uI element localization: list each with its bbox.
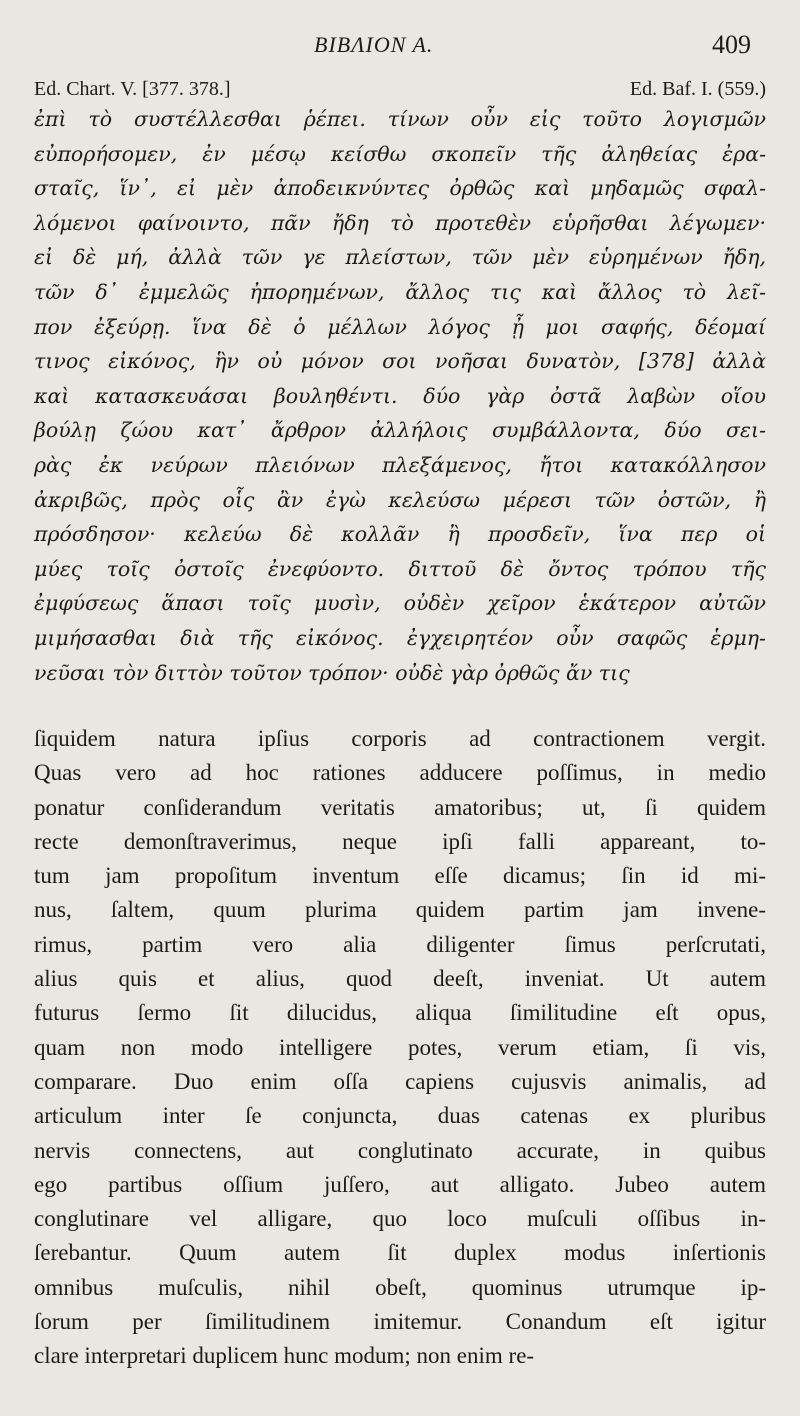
greek-text-line: νεῦσαι τὸν διττὸν τοῦτον τρόπον· οὐδὲ γὰρ ὀρθῶς ἄν τις: [34, 660, 630, 685]
latin-text-line: rimus, partim vero alia diligenter ſimus perſcrutati,: [34, 931, 766, 957]
latin-text-line: ſiquidem natura ipſius corporis ad contractionem vergit.: [34, 726, 766, 751]
greek-text-line: καὶ κατασκευάσαι βουληθέντι. δύο γὰρ ὀστᾶ λαβὼν οἵου: [34, 383, 766, 408]
greek-text-line: πον ἐξεύρῃ. ἵνα δὲ ὁ μέλλων λόγος ᾖ μοι σαφής, δέομαί: [34, 314, 766, 339]
latin-text-block: [34, 722, 766, 1374]
greek-text-line: τινος εἰκόνος, ἣν οὐ μόνον σοι νοῆσαι δυνατὸν, [378] ἀλλὰ: [34, 349, 766, 374]
greek-text-line: μύες τοῖς ὀστοῖς ἐνεφύοντο. διττοῦ δὲ ὄντος τρόπου τῆς: [34, 556, 766, 581]
greek-text-line: ρὰς ἐκ νεύρων πλειόνων πλεξάμενος, ἤτοι κατακόλλησον: [34, 452, 766, 477]
greek-text-line: μιμήσασθαι διὰ τῆς εἰκόνος. ἐγχειρητέον οὖν σαφῶς ἑρμη-: [34, 625, 766, 650]
latin-text-line: nus, ſaltem, quum plurima quidem partim jam invene-: [34, 897, 766, 923]
greek-text-line: εὐπορήσομεν, ἐν μέσῳ κείσθω σκοπεῖν τῆς ἀληθείας ἐρα-: [34, 141, 766, 166]
latin-text-line: comparare. Duo enim oſſa capiens cujusvis animalis, ad: [34, 1068, 766, 1094]
greek-text-line: τῶν δ᾽ ἐμμελῶς ἠπορημένων, ἄλλος τις καὶ ἄλλος τὸ λεῖ-: [34, 279, 766, 304]
latin-text-line: recte demonſtraverimus, neque ipſi falli appareant, to-: [34, 828, 766, 854]
greek-text-line: εἰ δὲ μή, ἀλλὰ τῶν γε πλείστων, τῶν μὲν εὑρημένων ἤδη,: [34, 245, 766, 270]
greek-text-line: ἐπὶ τὸ συστέλλεσθαι ῥέπει. τίνων οὖν εἰς τοῦτο λογισμῶν: [34, 107, 766, 131]
greek-text-line: λόμενοι φαίνοιντο, πᾶν ἤδη τὸ προτεθὲν εὑρῆσθαι λέγωμεν·: [34, 210, 766, 235]
edition-basel-ref: Ed. Baf. I. (559.): [629, 78, 766, 100]
edition-chartier-ref: Ed. Chart. V. [377. 378.]: [34, 78, 231, 100]
running-title: BIBΛIΟΝ Α.: [314, 32, 434, 57]
page-number: 409: [712, 30, 751, 59]
greek-text-block: [34, 102, 766, 690]
latin-text-line: Quas vero ad hoc rationes adducere poſſimus, in medio: [34, 760, 766, 786]
latin-text-line: tum jam propoſitum inventum eſſe dicamus; ſin id mi-: [34, 863, 766, 889]
latin-text-line: clare interpretari duplicem hunc modum; non enim re-: [34, 1343, 535, 1369]
running-head: [0, 26, 800, 66]
greek-text-line: ἐμφύσεως ἅπασι τοῖς μυσὶν, οὐδὲν χεῖρον ἑκάτερον αὐτῶν: [34, 591, 766, 616]
greek-text-line: βούλῃ ζώου κατ᾽ ἄρθρον ἀλλήλοις συμβάλλοντα, δύο σει-: [34, 418, 766, 443]
greek-text-line: ἀκριβῶς, πρὸς οἷς ἂν ἐγὼ κελεύσω μέρεσι τῶν ὀστῶν, ἢ: [34, 487, 766, 512]
latin-text-line: ſorum per ſimilitudinem imitemur. Conandum eſt igitur: [34, 1309, 766, 1335]
latin-text-line: ego partibus oſſium juſſero, aut alligato. Jubeo autem: [34, 1171, 766, 1197]
latin-text-line: omnibus muſculis, nihil obeſt, quominus utrumque ip-: [34, 1274, 766, 1300]
greek-text-line: πρόσδησον· κελεύω δὲ κολλᾶν ἢ προσδεῖν, ἵνα περ οἱ: [34, 522, 766, 547]
latin-text-line: conglutinare vel alligare, quo loco muſculi oſſibus in-: [34, 1206, 766, 1232]
latin-text-line: quam non modo intelligere potes, verum etiam, ſi vis,: [34, 1034, 766, 1060]
latin-text-line: ponatur conſiderandum veritatis amatoribus; ut, ſi quidem: [34, 794, 766, 820]
greek-text-line: σταῖς, ἵν᾽, εἰ μὲν ἀποδεικνύντες ὀρθῶς καὶ μηδαμῶς σφαλ-: [34, 176, 766, 201]
latin-text-line: ſerebantur. Quum autem ſit duplex modus inſertionis: [34, 1240, 766, 1266]
latin-text-line: articulum inter ſe conjuncta, duas catenas ex pluribus: [34, 1103, 766, 1129]
latin-text-line: futurus ſermo ſit dilucidus, aliqua ſimilitudine eſt opus,: [34, 1000, 766, 1026]
latin-text-line: alius quis et alius, quod deeſt, inveniat. Ut autem: [34, 966, 766, 992]
latin-text-line: nervis connectens, aut conglutinato accurate, in quibus: [34, 1137, 766, 1163]
